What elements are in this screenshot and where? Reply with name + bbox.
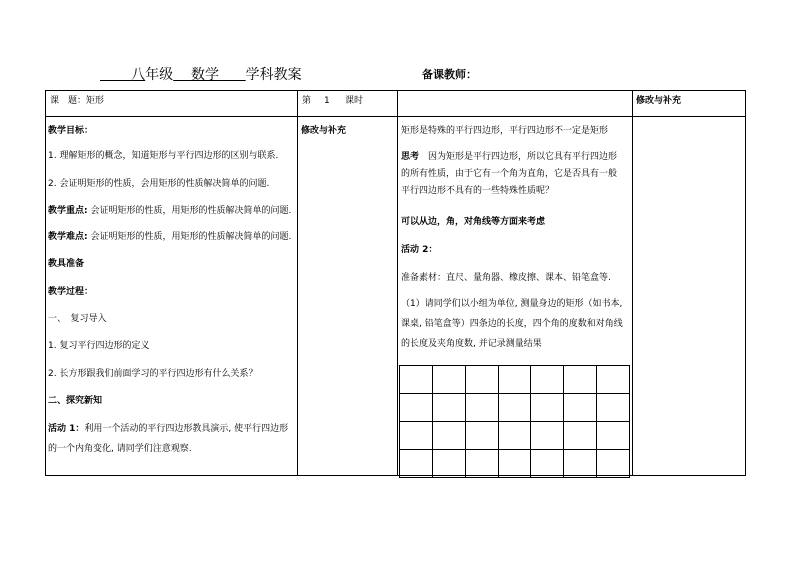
grid-cell <box>564 422 597 450</box>
think-line-2: 的所有性质，由于它有一个角为直角，它是否具有一般 <box>401 169 618 179</box>
grid-cell <box>597 366 630 394</box>
grid-cell <box>531 422 564 450</box>
grid-cell <box>597 450 630 478</box>
grid-cell <box>498 422 531 450</box>
grid-cell <box>564 366 597 394</box>
subject-value: 数学 <box>190 67 219 83</box>
grid-cell <box>498 366 531 394</box>
grid-cell <box>400 422 433 450</box>
goal-2: 2. 会证明矩形的性质，会用矩形的性质解决简单的问题. <box>48 179 270 189</box>
col-divider-2 <box>397 90 398 476</box>
grid-row <box>400 422 630 450</box>
document-title <box>100 64 302 84</box>
grid-cell <box>400 394 433 422</box>
doc-type: 学科教案 <box>245 67 302 83</box>
activity-1-line-1: 活动 1：利用一个活动的平行四边形教具演示, 使平行四边形 <box>48 424 289 434</box>
task-line-3: 的长度及夹角度数, 并记录测量结果 <box>401 339 542 349</box>
grid-cell <box>432 394 465 422</box>
grid-cell <box>498 450 531 478</box>
grid-row <box>400 450 630 478</box>
grid-cell <box>432 450 465 478</box>
section-explore: 二、探究新知 <box>48 396 103 406</box>
difficult-point: 教学难点: 会证明矩形的性质，用矩形的性质解决简单的问题. <box>48 232 292 242</box>
grid-cell <box>465 422 498 450</box>
task-line-2: 课桌, 铅笔盒等）四条边的长度，四个角的度数和对角线 <box>401 319 623 329</box>
grid-cell <box>465 394 498 422</box>
review-q1: 1. 复习平行四边形的定义 <box>48 341 150 351</box>
think-line-1: 思考 因为矩形是平行四边形，所以它具有平行四边形 <box>401 152 618 162</box>
grid-cell <box>465 366 498 394</box>
lesson-table <box>45 90 746 476</box>
review-q2: 2. 长方形跟我们前面学习的平行四边形有什么关系？ <box>48 369 258 379</box>
goals-title: 教学目标： <box>48 126 94 136</box>
topic-cell: 课 题：矩形 <box>50 96 105 106</box>
grade-suffix: 年级 <box>145 67 174 83</box>
lesson-suffix: 课时 <box>345 96 364 106</box>
grid-cell <box>564 394 597 422</box>
col-divider-3 <box>632 90 633 476</box>
grid-cell <box>400 366 433 394</box>
grid-cell <box>432 422 465 450</box>
header-row-divider <box>45 116 746 117</box>
materials: 准备素材：直尺、量角器、橡皮擦、课本、铅笔盒等. <box>401 273 611 283</box>
section-review: 一、 复习导入 <box>48 314 107 324</box>
measurement-grid <box>399 365 630 478</box>
grid-cell <box>432 366 465 394</box>
task-line-1: （1）请同学们以小组为单位, 测量身边的矩形（如书本, <box>401 299 623 309</box>
hint-text: 可以从边，角，对角线等方面来考虑 <box>401 217 546 227</box>
grid-row <box>400 394 630 422</box>
grid-cell <box>564 450 597 478</box>
grid-cell <box>597 394 630 422</box>
teaching-process: 教学过程： <box>48 287 94 297</box>
rect-definition: 矩形是特殊的平行四边形，平行四边形不一定是矩形 <box>401 126 609 136</box>
col-divider-1 <box>297 90 298 476</box>
grid-row <box>400 366 630 394</box>
grid-cell <box>498 394 531 422</box>
key-point: 教学重点: 会证明矩形的性质，用矩形的性质解决简单的问题. <box>48 206 292 216</box>
lesson-number: 1 <box>324 96 330 106</box>
teacher-label: 备课教师： <box>422 68 477 81</box>
grid-cell <box>400 450 433 478</box>
lesson-prefix: 第 <box>302 96 312 106</box>
grid-cell <box>531 450 564 478</box>
think-line-3: 平行四边形不具有的一些特殊性质呢？ <box>401 186 555 196</box>
grid-cell <box>531 366 564 394</box>
activity-2-title: 活动 2： <box>401 245 438 255</box>
grid-cell <box>465 450 498 478</box>
teaching-aids: 教具准备 <box>48 259 85 269</box>
grade-value: 八 <box>131 67 146 83</box>
grid-cell <box>531 394 564 422</box>
goal-1: 1. 理解矩形的概念，知道矩形与平行四边形的区别与联系. <box>48 151 279 161</box>
revise-middle: 修改与补充 <box>301 126 347 136</box>
revise-header: 修改与补充 <box>636 96 682 106</box>
activity-1-line-2: 的一个内角变化, 请同学们注意观察. <box>48 444 192 454</box>
grid-cell <box>597 422 630 450</box>
